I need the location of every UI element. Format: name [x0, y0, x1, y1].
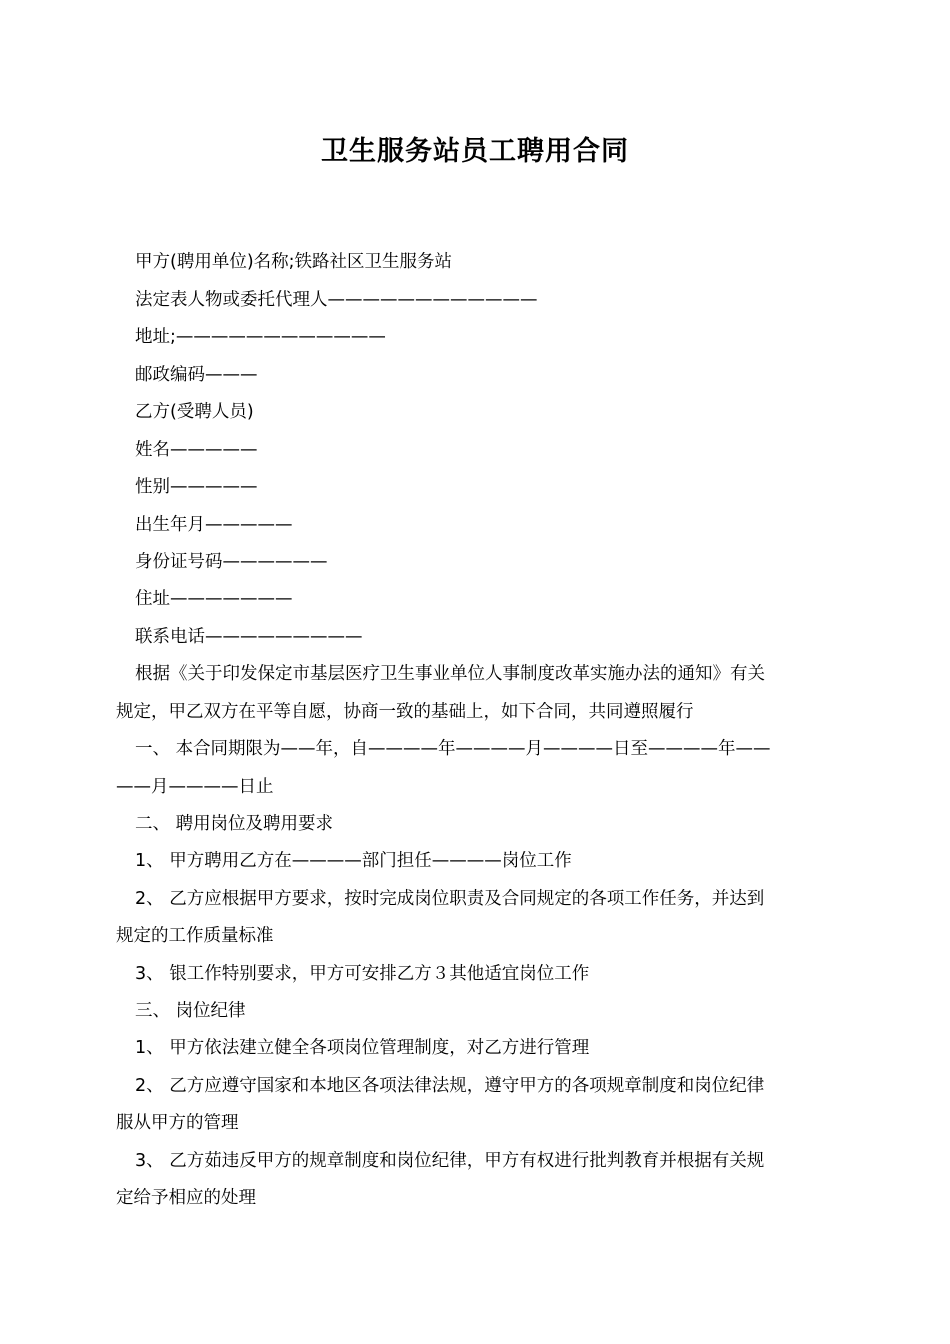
section-2-item-2-line-2: 规定的工作质量标准: [116, 926, 274, 946]
section-2-item-3: 3、 银工作特别要求，甲方可安排乙方３其他适宜岗位工作: [135, 964, 590, 984]
party-b-heading: 乙方(受聘人员): [135, 402, 254, 422]
party-a-name-line: 甲方(聘用单位)名称;铁路社区卫生服务站: [135, 252, 453, 272]
address-line: 地址;————————————: [135, 327, 386, 347]
phone-line: 联系电话—————————: [135, 627, 363, 647]
section-3-heading: 三、 岗位纪律: [135, 1001, 246, 1021]
section-1-term-line-1: 一、 本合同期限为——年，自————年————月————日至————年——: [135, 739, 771, 759]
preamble-line-2: 规定，甲乙双方在平等自愿，协商一致的基础上，如下合同，共同遵照履行: [116, 702, 694, 722]
preamble-line-1: 根据《关于印发保定市基层医疗卫生事业单位人事制度改革实施办法的通知》有关: [135, 664, 765, 684]
document-title: 卫生服务站员工聘用合同: [321, 136, 629, 167]
section-3-item-2-line-2: 服从甲方的管理: [116, 1113, 239, 1133]
section-2-heading: 二、 聘用岗位及聘用要求: [135, 814, 334, 834]
gender-line: 性别—————: [135, 477, 258, 497]
section-3-item-1: 1、 甲方依法建立健全各项岗位管理制度，对乙方进行管理: [135, 1038, 590, 1058]
legal-representative-line: 法定表人物或委托代理人————————————: [135, 290, 538, 310]
birth-date-line: 出生年月—————: [135, 515, 293, 535]
section-3-item-3-line-2: 定给予相应的处理: [116, 1188, 256, 1208]
name-line: 姓名—————: [135, 440, 258, 460]
residence-line: 住址———————: [135, 589, 293, 609]
id-number-line: 身份证号码——————: [135, 552, 328, 572]
section-3-item-3-line-1: 3、 乙方茹违反甲方的规章制度和岗位纪律，甲方有权进行批判教育并根据有关规: [135, 1151, 765, 1171]
section-2-item-2-line-1: 2、 乙方应根据甲方要求，按时完成岗位职责及合同规定的各项工作任务，并达到: [135, 889, 765, 909]
section-2-item-1: 1、 甲方聘用乙方在————部门担任————岗位工作: [135, 851, 572, 871]
section-3-item-2-line-1: 2、 乙方应遵守国家和本地区各项法律法规，遵守甲方的各项规章制度和岗位纪律: [135, 1076, 765, 1096]
section-1-term-line-2: ——月————日止: [116, 777, 274, 797]
postal-code-line: 邮政编码———: [135, 365, 258, 385]
